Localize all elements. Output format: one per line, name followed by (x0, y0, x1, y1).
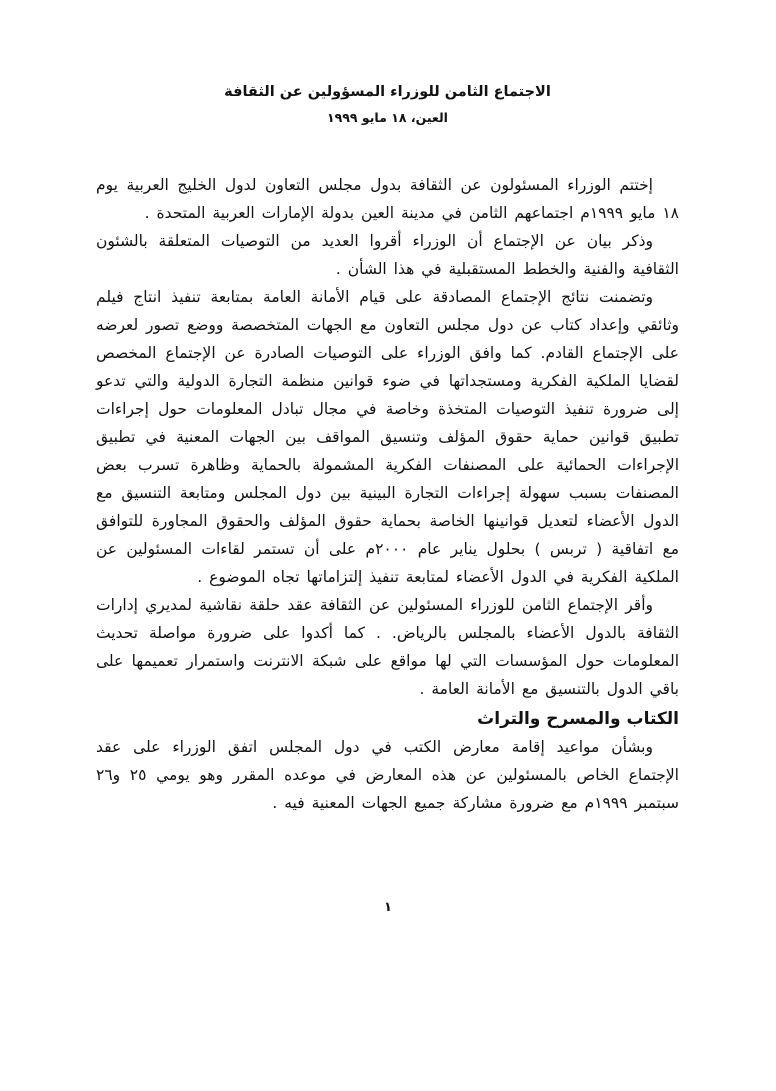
page-number: ١ (384, 900, 392, 915)
paragraph-3: وتضمنت نتائج الإجتماع المصادقة على قيام الأمانة العامة بمتابعة تنفيذ انتاج فيلم وثائقي وإعداد كتاب عن دول مجلس التعاون مع الجهات المتخصصة ووضع تصور لعرضه على الإجتماع القادم. كما وافق الوزراء على التوصيات الصادرة عن الإجتماع المخصص لقضايا الملكية الفكرية ومستجداتها في ضوء قوانين منظمة التجارة الدولية والتي تدعو إلى ضرورة تنفيذ التوصيات المتخذة وخاصة في مجال تبادل المعلومات حول إجراءات تطبيق قوانين حماية حقوق المؤلف وتنسيق المواقف بين الجهات المعنية في تطبيق الإجراءات الحمائية على المصنفات الفكرية المشمولة بالحماية وظاهرة تسرب بعض المصنفات بسبب سهولة إجراءات التجارة البينية بين دول المجلس ومتابعة التنسيق مع الدول الأعضاء لتعديل قوانينها الخاصة بحماية حقوق المؤلف والحقوق المجاورة للتوافق مع اتفاقية ( تربس ) بحلول يناير عام ٢٠٠٠م على أن تستمر لقاءات المسئولين عن الملكية الفكرية في الدول الأعضاء لمتابعة تنفيذ إلتزاماتها تجاه الموضوع . (96, 288, 680, 586)
document-body (96, 171, 679, 817)
document-title: الاجتماع الثامن للوزراء المسؤولين عن الثقافة (224, 84, 551, 100)
section-heading-books-theatre-heritage: الكتاب والمسرح والتراث (477, 709, 679, 729)
paragraph-2: وذكر بيان عن الإجتماع أن الوزراء أقروا العديد من التوصيات المتعلقة بالشئون الثقافية والفنية والخطط المستقبلية في هذا الشأن . (96, 232, 679, 278)
section-paragraph-1: وبشأن مواعيد إقامة معارض الكتب في دول المجلس اتفق الوزراء على عقد الإجتماع الخاص بالمسئولين عن هذه المعارض في موعده المقرر وهو يومي ٢٥ و٢٦ سبتمبر ١٩٩٩م مع ضرورة مشاركة جميع الجهات المعنية فيه . (96, 738, 679, 812)
document-subtitle: العين، ١٨ مايو ١٩٩٩ (327, 110, 448, 125)
paragraph-1: إختتم الوزراء المسئولون عن الثقافة بدول مجلس التعاون لدول الخليج العربية يوم ١٨ مايو ١٩٩٩م اجتماعهم الثامن في مدينة العين بدولة الإمارات العربية المتحدة . (96, 176, 679, 222)
paragraph-4: وأقر الإجتماع الثامن للوزراء المسئولين عن الثقافة عقد حلقة نقاشية لمديري إدارات الثقافة بالدول الأعضاء بالمجلس بالرياض. . كما أكدوا على ضرورة مواصلة تحديث المعلومات حول المؤسسات التي لها مواقع على شبكة الانترنت واستمرار تعميمها على باقي الدول بالتنسيق مع الأمانة العامة . (96, 596, 679, 698)
document-content (96, 82, 679, 817)
